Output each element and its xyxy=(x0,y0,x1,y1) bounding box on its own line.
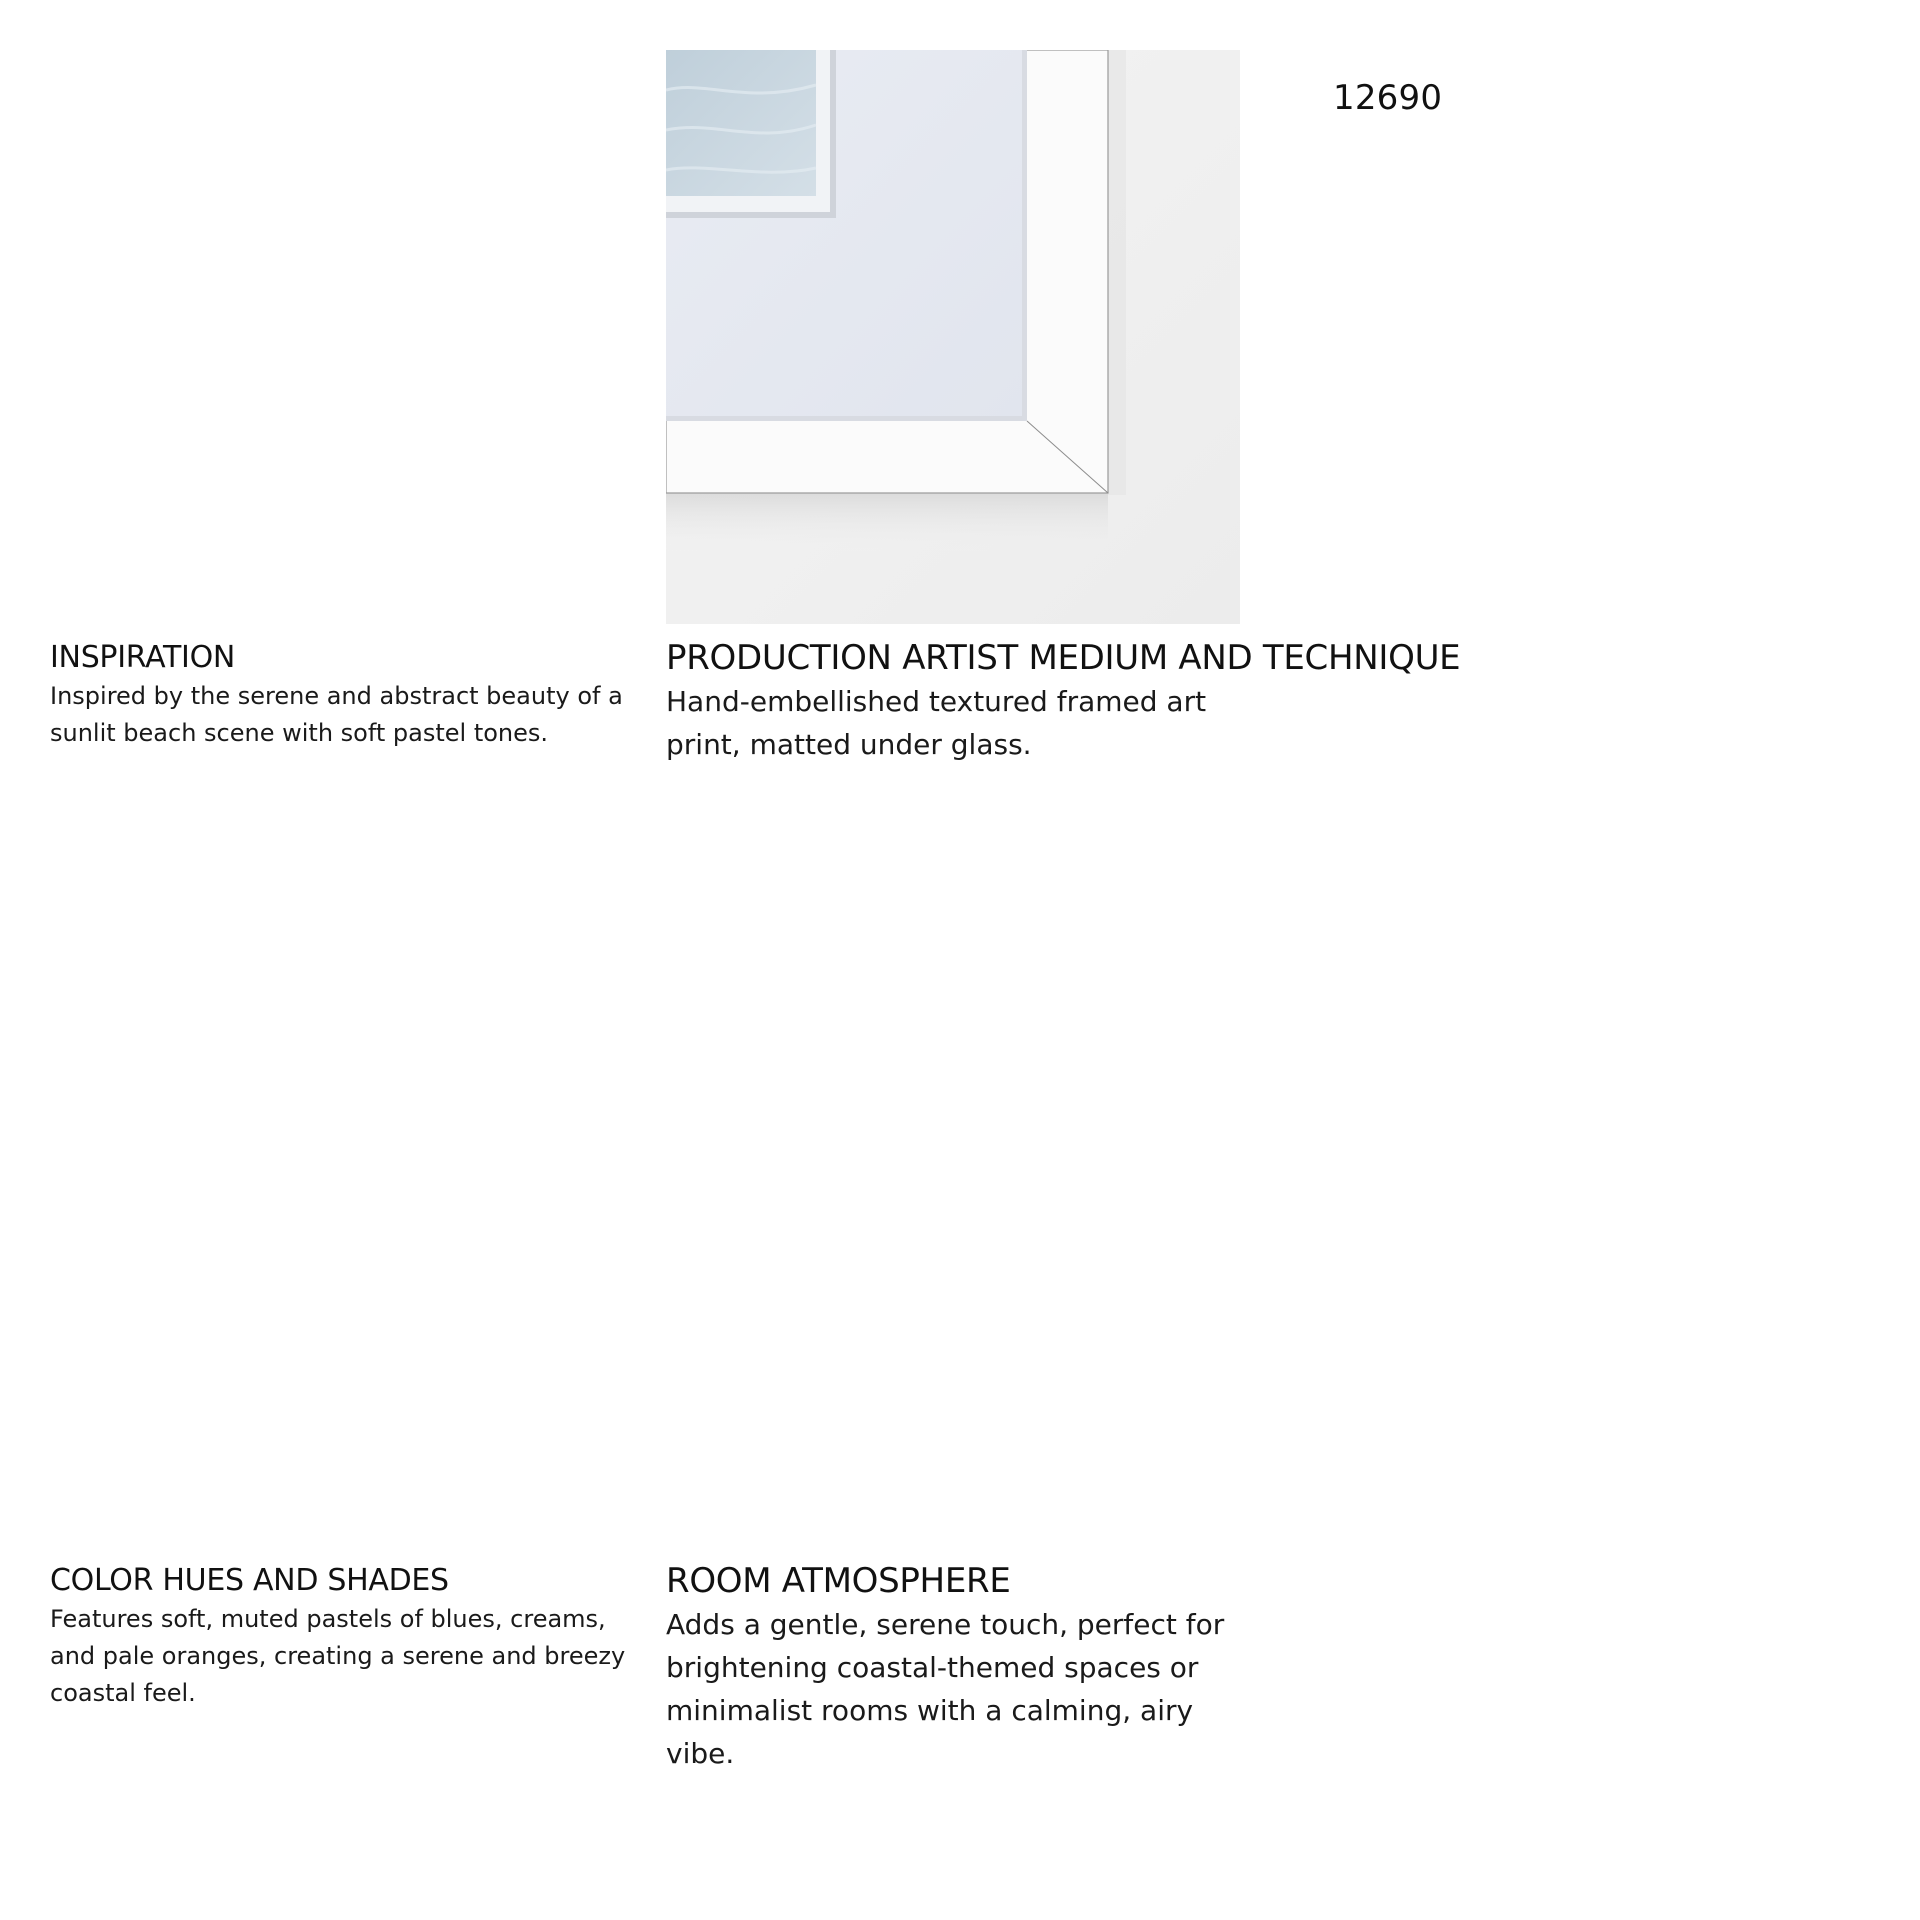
inspiration-text: Inspired by the serene and abstract beauty of a sunlit beach scene with soft pastel tones. xyxy=(50,682,623,747)
inspiration-heading: INSPIRATION xyxy=(50,640,236,675)
artwork xyxy=(666,50,816,196)
color-text: Features soft, muted pastels of blues, creams, and pale oranges, creating a serene and breezy coastal feel. xyxy=(50,1605,626,1707)
production-text: Hand-embellished textured framed art print, matted under glass. xyxy=(666,685,1207,761)
inspiration-section xyxy=(50,640,640,752)
room-atmosphere-text: Adds a gentle, serene touch, perfect for brightening coastal-themed spaces or minimalist rooms with a calming, airy vibe. xyxy=(666,1608,1225,1770)
room-atmosphere-section xyxy=(666,1561,1246,1775)
frame-side-shadow xyxy=(1108,50,1126,495)
production-section xyxy=(666,638,1866,766)
production-heading: PRODUCTION ARTIST MEDIUM AND TECHNIQUE xyxy=(666,638,1461,678)
product-image xyxy=(666,50,1240,624)
sku-number: 12690 xyxy=(1333,78,1443,118)
frame-shadow xyxy=(666,493,1108,553)
color-section xyxy=(50,1563,640,1712)
room-atmosphere-heading: ROOM ATMOSPHERE xyxy=(666,1561,1011,1601)
color-heading: COLOR HUES AND SHADES xyxy=(50,1563,449,1598)
